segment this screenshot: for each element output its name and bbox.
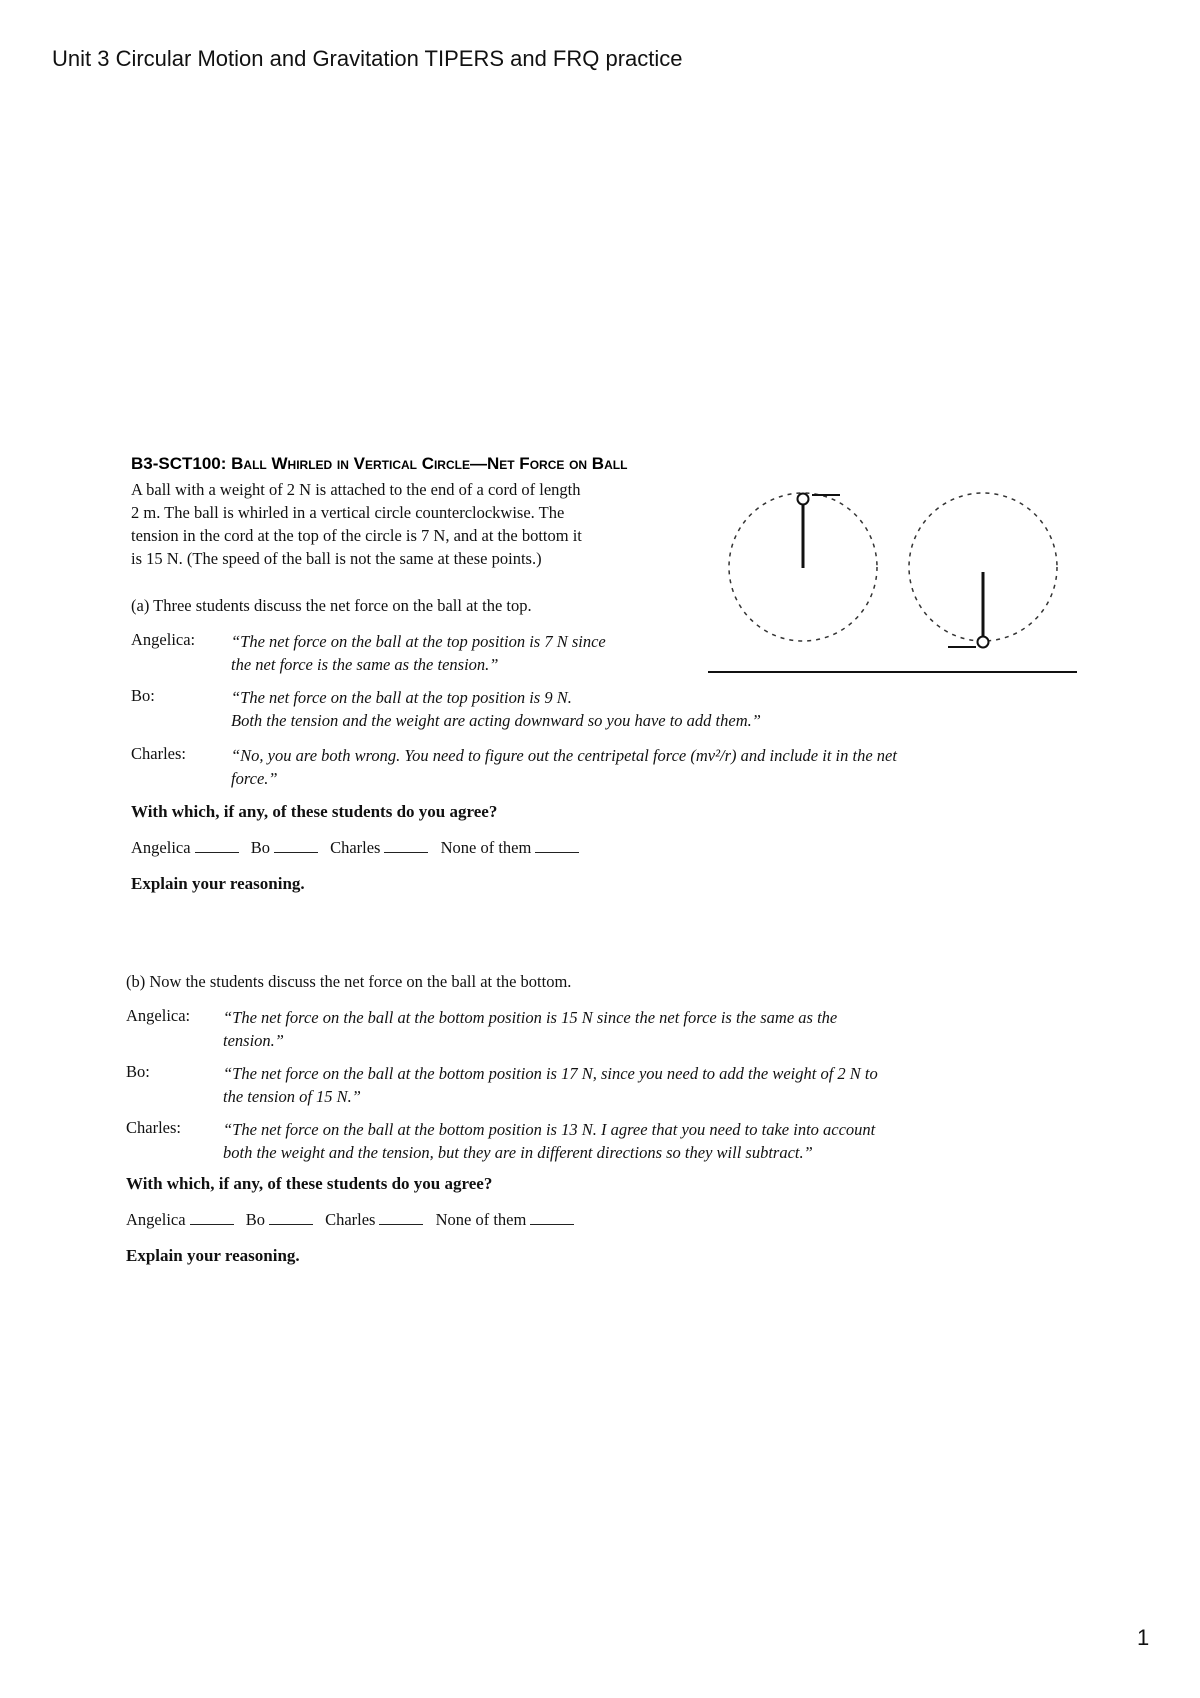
answer-blank[interactable] — [274, 838, 318, 853]
answer-blank[interactable] — [530, 1210, 574, 1225]
part-b-prompt: (b) Now the students discuss the net force on the ball at the bottom. — [126, 972, 572, 991]
part-b-choices — [126, 1210, 582, 1230]
statement-line: Both the tension and the weight are acting downward so you have to add them.” — [231, 711, 761, 730]
choice-charles: Charles — [330, 838, 381, 857]
statement-line: “The net force on the ball at the bottom position is 13 N. I agree that you need to take into account — [223, 1120, 876, 1139]
statement-charles — [223, 1118, 1143, 1164]
stem-line: A ball with a weight of 2 N is attached to the end of a cord of length — [131, 480, 581, 499]
part-a-explain: Explain your reasoning. — [131, 874, 305, 893]
statement-angelica — [223, 1006, 1143, 1052]
answer-blank[interactable] — [269, 1210, 313, 1225]
stem-line: tension in the cord at the top of the circle is 7 N, and at the bottom it — [131, 526, 582, 545]
stem-line: 2 m. The ball is whirled in a vertical circle counterclockwise. The — [131, 503, 565, 522]
ball-top — [798, 494, 809, 505]
page-title: Unit 3 Circular Motion and Gravitation TIPERS and FRQ practice — [52, 46, 683, 71]
statement-angelica — [231, 630, 1131, 676]
choice-angelica: Angelica — [131, 838, 191, 857]
answer-blank[interactable] — [379, 1210, 423, 1225]
statement-line: force.” — [231, 769, 278, 788]
statement-line: the tension of 15 N.” — [223, 1087, 361, 1106]
bottom-position-figure — [909, 493, 1057, 648]
part-b-explain: Explain your reasoning. — [126, 1246, 300, 1265]
part-b-question: With which, if any, of these students do you agree? — [126, 1174, 493, 1193]
statement-charles — [231, 744, 1151, 790]
choice-bo: Bo — [245, 1210, 265, 1229]
part-a-question: With which, if any, of these students do you agree? — [131, 802, 498, 821]
speaker-bo: Bo: — [131, 686, 155, 705]
problem-code: B3-SCT100: — [131, 454, 227, 473]
speaker-charles: Charles: — [126, 1118, 181, 1137]
speaker-charles: Charles: — [131, 744, 186, 763]
statement-line: “The net force on the ball at the bottom position is 17 N, since you need to add the weight of 2 N to — [223, 1064, 878, 1083]
problem-stem — [131, 478, 582, 570]
answer-blank[interactable] — [195, 838, 239, 853]
statement-bo — [231, 686, 1131, 732]
choice-angelica: Angelica — [126, 1210, 186, 1229]
choice-bo: Bo — [250, 838, 270, 857]
page-number: 1 — [1137, 1625, 1150, 1650]
answer-blank[interactable] — [384, 838, 428, 853]
answer-blank[interactable] — [190, 1210, 234, 1225]
problem-heading — [131, 454, 627, 474]
choice-none: None of them — [440, 838, 532, 857]
stem-line: is 15 N. (The speed of the ball is not the same at these points.) — [131, 549, 542, 568]
part-a-prompt: (a) Three students discuss the net force on the ball at the top. — [131, 596, 532, 615]
statement-line: “The net force on the ball at the bottom position is 15 N since the net force is the same as the — [223, 1008, 838, 1027]
statement-line: the net force is the same as the tension.” — [231, 655, 499, 674]
statement-line: “The net force on the ball at the top position is 9 N. — [231, 688, 572, 707]
speaker-angelica: Angelica: — [131, 630, 196, 649]
choice-charles: Charles — [325, 1210, 376, 1229]
statement-line: both the weight and the tension, but they are in different directions so they will subtract.” — [223, 1143, 813, 1162]
speaker-bo: Bo: — [126, 1062, 150, 1081]
problem-title: Ball Whirled in Vertical Circle—Net Force on Ball — [231, 454, 628, 473]
speaker-angelica: Angelica: — [126, 1006, 191, 1025]
statement-line: tension.” — [223, 1031, 284, 1050]
answer-blank[interactable] — [535, 838, 579, 853]
choice-none: None of them — [435, 1210, 527, 1229]
statement-line: “The net force on the ball at the top position is 7 N since — [231, 632, 606, 651]
part-a-choices — [131, 838, 587, 858]
top-position-figure — [729, 493, 877, 641]
statement-line: “No, you are both wrong. You need to figure out the centripetal force (mv²/r) and include it in the net — [231, 746, 897, 765]
statement-bo — [223, 1062, 1143, 1108]
